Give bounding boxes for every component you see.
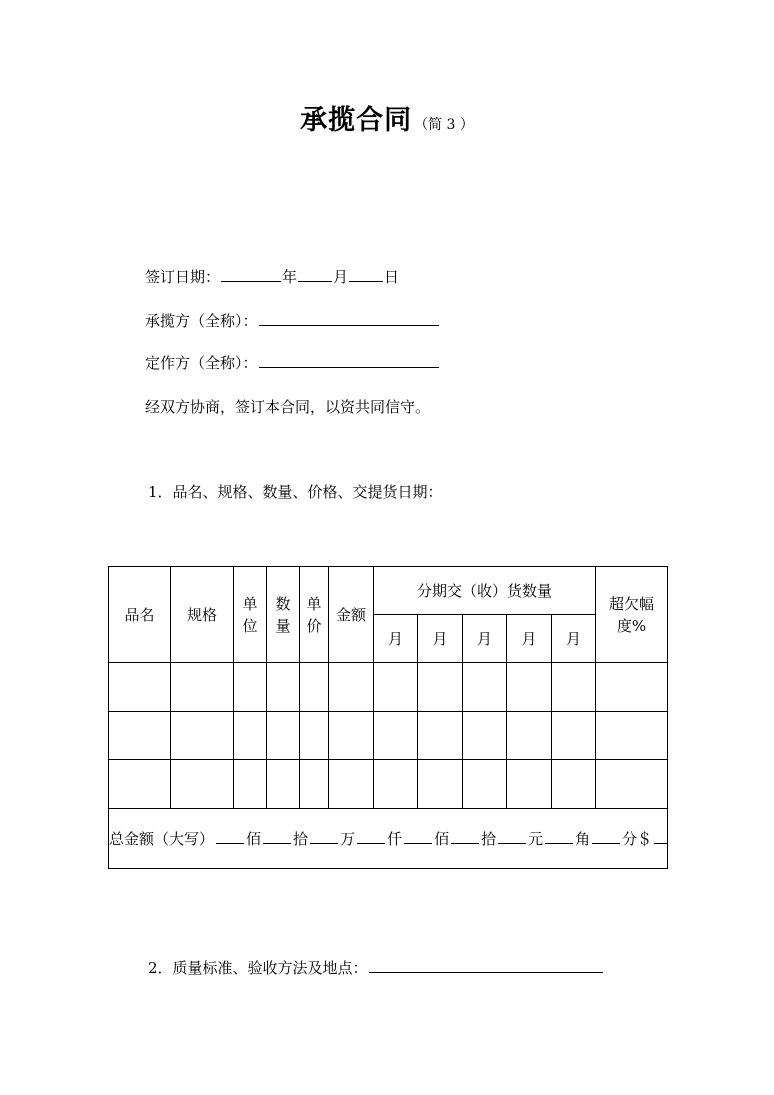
- header-month-5: 月: [552, 615, 596, 663]
- orderer-line: [145, 352, 440, 373]
- table-cell[interactable]: [171, 712, 234, 760]
- sign-date-line: [145, 266, 399, 287]
- table-cell[interactable]: [171, 663, 234, 712]
- contractor-line: [145, 310, 440, 331]
- table-cell[interactable]: [507, 712, 552, 760]
- contractor-label: 承揽方（全称）：: [145, 312, 258, 330]
- orderer-blank[interactable]: [259, 352, 439, 368]
- section2-line: [148, 957, 604, 978]
- table-cell[interactable]: [507, 760, 552, 809]
- total-unit: 仟: [387, 829, 403, 848]
- table-cell[interactable]: [374, 760, 418, 809]
- total-unit: 拾: [293, 829, 309, 848]
- table-cell[interactable]: [552, 760, 596, 809]
- sign-date-label: 签订日期：: [145, 268, 221, 286]
- total-blank[interactable]: [654, 829, 668, 844]
- table-cell[interactable]: [374, 663, 418, 712]
- table-cell[interactable]: [267, 760, 300, 809]
- total-unit: 元: [528, 829, 544, 848]
- goods-table: [108, 566, 668, 869]
- header-delivery: 分期交（收）货数量: [374, 567, 596, 615]
- orderer-label: 定作方（全称）：: [145, 354, 258, 372]
- table-cell[interactable]: [171, 760, 234, 809]
- table-cell[interactable]: [418, 663, 463, 712]
- table-row: [109, 760, 668, 809]
- header-qty-label: 数量: [275, 594, 291, 635]
- table-cell[interactable]: [109, 760, 171, 809]
- table-cell[interactable]: [109, 712, 171, 760]
- table-cell[interactable]: [234, 712, 267, 760]
- document-title: [0, 98, 774, 137]
- table-cell[interactable]: [418, 712, 463, 760]
- table-cell[interactable]: [329, 712, 374, 760]
- section2-blank[interactable]: [369, 957, 603, 973]
- table-cell[interactable]: [418, 760, 463, 809]
- header-price-label: 单价: [306, 594, 322, 635]
- title-main: 承揽合同: [300, 105, 413, 136]
- total-blank[interactable]: [357, 829, 385, 844]
- header-month-1: 月: [374, 615, 418, 663]
- header-spec: 规格: [171, 567, 234, 663]
- header-qty: [267, 567, 300, 663]
- header-tolerance-label: 超欠幅度%: [608, 594, 654, 635]
- header-name: 品名: [109, 567, 171, 663]
- header-tolerance: [596, 567, 668, 663]
- table-cell[interactable]: [267, 712, 300, 760]
- total-amount-label: 总金额（大写）: [109, 829, 215, 848]
- total-amount-cell: [109, 809, 668, 869]
- table-cell[interactable]: [463, 760, 507, 809]
- total-unit: 佰: [246, 829, 262, 848]
- total-unit: 拾: [481, 829, 497, 848]
- table-cell[interactable]: [596, 663, 668, 712]
- day-blank[interactable]: [349, 266, 383, 282]
- table-cell[interactable]: [300, 712, 329, 760]
- total-blank[interactable]: [404, 829, 432, 844]
- table-cell[interactable]: [463, 663, 507, 712]
- intro-text: 经双方协商，签订本合同，以资共同信守。: [145, 398, 431, 416]
- table-row: [109, 712, 668, 760]
- header-price: [300, 567, 329, 663]
- header-unit: [234, 567, 267, 663]
- table-cell[interactable]: [267, 663, 300, 712]
- table-cell[interactable]: [596, 712, 668, 760]
- total-unit: 佰: [434, 829, 450, 848]
- total-blank[interactable]: [216, 829, 244, 844]
- table-cell[interactable]: [234, 663, 267, 712]
- table-cell[interactable]: [552, 663, 596, 712]
- total-unit: 万: [340, 829, 356, 848]
- table-row: [109, 663, 668, 712]
- title-sub: （简 3 ）: [414, 117, 474, 133]
- day-label: 日: [384, 268, 400, 286]
- table-cell[interactable]: [300, 663, 329, 712]
- table-cell[interactable]: [374, 712, 418, 760]
- total-blank[interactable]: [451, 829, 479, 844]
- header-amount: 金额: [329, 567, 374, 663]
- total-amount-row: [109, 809, 668, 869]
- table-cell[interactable]: [463, 712, 507, 760]
- table-cell[interactable]: [596, 760, 668, 809]
- total-blank[interactable]: [263, 829, 291, 844]
- header-unit-label: 单位: [242, 594, 258, 635]
- year-label: 年: [282, 268, 298, 286]
- total-blank[interactable]: [592, 829, 620, 844]
- total-blank[interactable]: [545, 829, 573, 844]
- table-cell[interactable]: [300, 760, 329, 809]
- year-blank[interactable]: [221, 266, 281, 282]
- table-header-row: [109, 567, 668, 615]
- header-month-2: 月: [418, 615, 463, 663]
- total-blank[interactable]: [498, 829, 526, 844]
- total-unit: 角: [575, 829, 591, 848]
- table-cell[interactable]: [329, 663, 374, 712]
- total-unit: 分＄: [622, 829, 653, 848]
- table-cell[interactable]: [329, 760, 374, 809]
- header-month-3: 月: [463, 615, 507, 663]
- contractor-blank[interactable]: [259, 310, 439, 326]
- table-cell[interactable]: [109, 663, 171, 712]
- header-month-4: 月: [507, 615, 552, 663]
- total-blank[interactable]: [310, 829, 338, 844]
- table-cell[interactable]: [552, 712, 596, 760]
- section2-heading: 2．质量标准、验收方法及地点：: [148, 959, 368, 977]
- month-blank[interactable]: [298, 266, 332, 282]
- table-cell[interactable]: [507, 663, 552, 712]
- section1-heading: 1．品名、规格、数量、价格、交提货日期：: [148, 483, 443, 501]
- month-label: 月: [333, 268, 349, 286]
- table-cell[interactable]: [234, 760, 267, 809]
